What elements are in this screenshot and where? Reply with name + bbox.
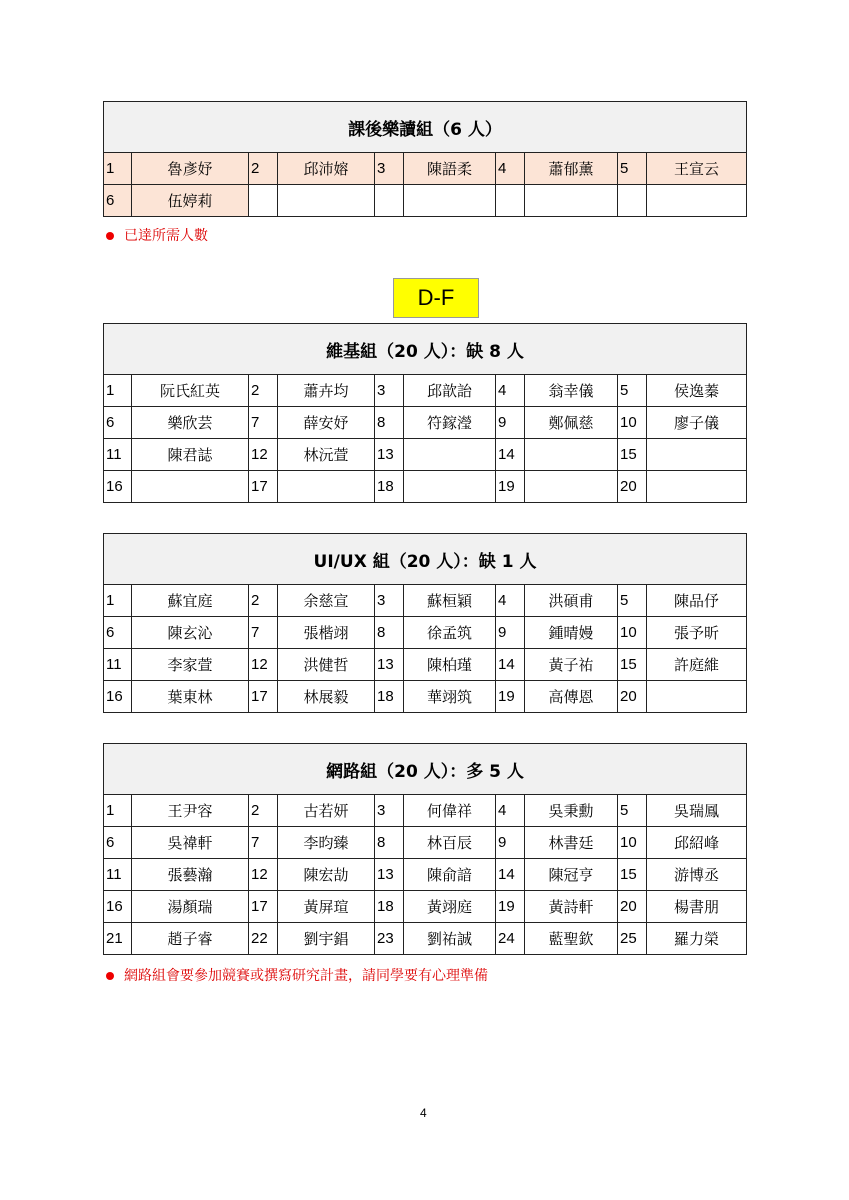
student-name: 藍聖欽 bbox=[525, 923, 618, 955]
seat-number: 1 bbox=[104, 153, 132, 185]
student-name: 余慈宣 bbox=[278, 585, 375, 617]
table-row bbox=[104, 859, 747, 891]
student-name bbox=[132, 471, 249, 503]
seat-number: 17 bbox=[249, 471, 278, 503]
group-title: UI/UX 組（20 人）：缺 1 人 bbox=[104, 534, 747, 585]
student-name: 林百辰 bbox=[404, 827, 496, 859]
student-name: 李昀臻 bbox=[278, 827, 375, 859]
seat-number: 12 bbox=[249, 649, 278, 681]
student-name: 蕭卉均 bbox=[278, 375, 375, 407]
seat-number: 14 bbox=[496, 439, 525, 471]
bullet-icon bbox=[106, 972, 114, 980]
note-text: 已達所需人數 bbox=[124, 228, 208, 244]
seat-number: 10 bbox=[618, 827, 647, 859]
student-name: 廖子儀 bbox=[647, 407, 747, 439]
student-name: 徐孟筑 bbox=[404, 617, 496, 649]
seat-number: 13 bbox=[375, 649, 404, 681]
seat-number: 19 bbox=[496, 891, 525, 923]
student-name: 吳禕軒 bbox=[132, 827, 249, 859]
student-name: 陳宏劼 bbox=[278, 859, 375, 891]
table-row bbox=[104, 795, 747, 827]
student-name bbox=[278, 185, 375, 217]
student-name: 黃子祐 bbox=[525, 649, 618, 681]
seat-number: 19 bbox=[496, 681, 525, 713]
student-name: 黃屏瑄 bbox=[278, 891, 375, 923]
student-name: 蘇宜庭 bbox=[132, 585, 249, 617]
table-row bbox=[104, 649, 747, 681]
seat-number: 22 bbox=[249, 923, 278, 955]
table-row bbox=[104, 827, 747, 859]
seat-number: 18 bbox=[375, 891, 404, 923]
seat-number: 24 bbox=[496, 923, 525, 955]
seat-number: 21 bbox=[104, 923, 132, 955]
student-name: 符鎵瀅 bbox=[404, 407, 496, 439]
seat-number: 3 bbox=[375, 375, 404, 407]
student-name bbox=[647, 185, 747, 217]
student-name: 蘇桓穎 bbox=[404, 585, 496, 617]
student-name bbox=[647, 439, 747, 471]
group-table-wiki bbox=[103, 323, 747, 503]
student-name: 陳君誌 bbox=[132, 439, 249, 471]
student-name: 蕭郁薰 bbox=[525, 153, 618, 185]
student-name: 鄭佩慈 bbox=[525, 407, 618, 439]
student-name: 華翊筑 bbox=[404, 681, 496, 713]
seat-number: 3 bbox=[375, 795, 404, 827]
seat-number: 2 bbox=[249, 585, 278, 617]
student-name: 侯逸蓁 bbox=[647, 375, 747, 407]
seat-number: 2 bbox=[249, 795, 278, 827]
table-row bbox=[104, 407, 747, 439]
table-row bbox=[104, 471, 747, 503]
seat-number: 3 bbox=[375, 585, 404, 617]
seat-number: 6 bbox=[104, 185, 132, 217]
student-name: 陳品伃 bbox=[647, 585, 747, 617]
seat-number: 15 bbox=[618, 859, 647, 891]
seat-number: 17 bbox=[249, 891, 278, 923]
student-name: 張楷翊 bbox=[278, 617, 375, 649]
seat-number: 1 bbox=[104, 585, 132, 617]
seat-number: 6 bbox=[104, 617, 132, 649]
seat-number: 20 bbox=[618, 891, 647, 923]
student-name: 楊書朋 bbox=[647, 891, 747, 923]
student-name bbox=[404, 471, 496, 503]
seat-number: 6 bbox=[104, 407, 132, 439]
seat-number bbox=[375, 185, 404, 217]
seat-number: 6 bbox=[104, 827, 132, 859]
student-name: 古若妍 bbox=[278, 795, 375, 827]
seat-number: 4 bbox=[496, 795, 525, 827]
seat-number: 1 bbox=[104, 795, 132, 827]
student-name bbox=[525, 185, 618, 217]
bullet-icon bbox=[106, 232, 114, 240]
student-name: 黃詩軒 bbox=[525, 891, 618, 923]
student-name: 黃翊庭 bbox=[404, 891, 496, 923]
seat-number: 9 bbox=[496, 827, 525, 859]
student-name: 陳柏瑾 bbox=[404, 649, 496, 681]
seat-number: 14 bbox=[496, 859, 525, 891]
seat-number: 8 bbox=[375, 617, 404, 649]
table-row bbox=[104, 681, 747, 713]
student-name: 葉東林 bbox=[132, 681, 249, 713]
student-name: 翁幸儀 bbox=[525, 375, 618, 407]
seat-number: 23 bbox=[375, 923, 404, 955]
student-name: 陳冠亨 bbox=[525, 859, 618, 891]
student-name bbox=[278, 471, 375, 503]
student-name: 許庭維 bbox=[647, 649, 747, 681]
student-name: 林沅萱 bbox=[278, 439, 375, 471]
student-name: 張藝瀚 bbox=[132, 859, 249, 891]
table-row bbox=[104, 923, 747, 955]
student-name: 洪碩甫 bbox=[525, 585, 618, 617]
student-name: 王尹容 bbox=[132, 795, 249, 827]
student-name: 林書廷 bbox=[525, 827, 618, 859]
table-row bbox=[104, 375, 747, 407]
seat-number: 8 bbox=[375, 827, 404, 859]
table-row bbox=[104, 439, 747, 471]
student-name: 邱沛嫆 bbox=[278, 153, 375, 185]
seat-number: 16 bbox=[104, 891, 132, 923]
student-name: 湯顏瑞 bbox=[132, 891, 249, 923]
student-name: 劉祐誠 bbox=[404, 923, 496, 955]
seat-number: 9 bbox=[496, 617, 525, 649]
student-name: 邱歆詒 bbox=[404, 375, 496, 407]
seat-number: 17 bbox=[249, 681, 278, 713]
student-name: 薛安妤 bbox=[278, 407, 375, 439]
table-row bbox=[104, 585, 747, 617]
seat-number: 2 bbox=[249, 375, 278, 407]
student-name: 高傳恩 bbox=[525, 681, 618, 713]
seat-number: 19 bbox=[496, 471, 525, 503]
student-name: 邱紹峰 bbox=[647, 827, 747, 859]
student-name: 吳瑞鳳 bbox=[647, 795, 747, 827]
note-network bbox=[106, 965, 488, 985]
group-table-network bbox=[103, 743, 747, 955]
seat-number: 1 bbox=[104, 375, 132, 407]
seat-number: 5 bbox=[618, 585, 647, 617]
student-name bbox=[404, 185, 496, 217]
seat-number: 20 bbox=[618, 471, 647, 503]
seat-number: 3 bbox=[375, 153, 404, 185]
student-name bbox=[404, 439, 496, 471]
student-name: 魯彥妤 bbox=[132, 153, 249, 185]
seat-number: 11 bbox=[104, 439, 132, 471]
student-name: 游博丞 bbox=[647, 859, 747, 891]
student-name: 阮氏紅英 bbox=[132, 375, 249, 407]
student-name: 吳秉勳 bbox=[525, 795, 618, 827]
seat-number: 9 bbox=[496, 407, 525, 439]
seat-number bbox=[496, 185, 525, 217]
student-name: 王宣云 bbox=[647, 153, 747, 185]
seat-number: 20 bbox=[618, 681, 647, 713]
group-title: 課後樂讀組（6 人） bbox=[104, 102, 747, 153]
seat-number bbox=[618, 185, 647, 217]
seat-number: 18 bbox=[375, 471, 404, 503]
seat-number: 10 bbox=[618, 617, 647, 649]
student-name bbox=[525, 471, 618, 503]
student-name bbox=[525, 439, 618, 471]
seat-number: 16 bbox=[104, 681, 132, 713]
seat-number: 5 bbox=[618, 375, 647, 407]
group-table-uiux bbox=[103, 533, 747, 713]
student-name: 伍婷莉 bbox=[132, 185, 249, 217]
seat-number: 15 bbox=[618, 649, 647, 681]
seat-number: 16 bbox=[104, 471, 132, 503]
table-row bbox=[104, 153, 747, 185]
seat-number: 11 bbox=[104, 649, 132, 681]
student-name: 羅力榮 bbox=[647, 923, 747, 955]
student-name: 林展毅 bbox=[278, 681, 375, 713]
seat-number: 7 bbox=[249, 827, 278, 859]
seat-number: 2 bbox=[249, 153, 278, 185]
seat-number: 15 bbox=[618, 439, 647, 471]
seat-number: 14 bbox=[496, 649, 525, 681]
seat-number bbox=[249, 185, 278, 217]
group-title: 網路組（20 人）：多 5 人 bbox=[104, 744, 747, 795]
table-row bbox=[104, 185, 747, 217]
student-name bbox=[647, 681, 747, 713]
seat-number: 10 bbox=[618, 407, 647, 439]
seat-number: 13 bbox=[375, 859, 404, 891]
seat-number: 4 bbox=[496, 375, 525, 407]
student-name: 劉宇錩 bbox=[278, 923, 375, 955]
student-name: 趙子睿 bbox=[132, 923, 249, 955]
seat-number: 4 bbox=[496, 153, 525, 185]
student-name: 樂欣芸 bbox=[132, 407, 249, 439]
student-name: 陳玄沁 bbox=[132, 617, 249, 649]
group-title: 維基組（20 人）：缺 8 人 bbox=[104, 324, 747, 375]
note-text: 網路組會要參加競賽或撰寫研究計畫，請同學要有心理準備 bbox=[124, 968, 488, 984]
seat-number: 11 bbox=[104, 859, 132, 891]
page-number: 4 bbox=[420, 1106, 427, 1120]
seat-number: 5 bbox=[618, 153, 647, 185]
student-name: 陳俞諳 bbox=[404, 859, 496, 891]
seat-number: 13 bbox=[375, 439, 404, 471]
seat-number: 7 bbox=[249, 407, 278, 439]
table-row bbox=[104, 617, 747, 649]
student-name: 陳語柔 bbox=[404, 153, 496, 185]
student-name: 洪健哲 bbox=[278, 649, 375, 681]
seat-number: 7 bbox=[249, 617, 278, 649]
table-row bbox=[104, 891, 747, 923]
student-name bbox=[647, 471, 747, 503]
seat-number: 25 bbox=[618, 923, 647, 955]
student-name: 張予昕 bbox=[647, 617, 747, 649]
seat-number: 8 bbox=[375, 407, 404, 439]
seat-number: 12 bbox=[249, 439, 278, 471]
section-label: D-F bbox=[393, 278, 479, 318]
seat-number: 12 bbox=[249, 859, 278, 891]
seat-number: 5 bbox=[618, 795, 647, 827]
student-name: 何偉祥 bbox=[404, 795, 496, 827]
seat-number: 18 bbox=[375, 681, 404, 713]
note-reading bbox=[106, 225, 208, 245]
group-table-reading bbox=[103, 101, 747, 217]
student-name: 李家萱 bbox=[132, 649, 249, 681]
seat-number: 4 bbox=[496, 585, 525, 617]
student-name: 鍾晴嫚 bbox=[525, 617, 618, 649]
